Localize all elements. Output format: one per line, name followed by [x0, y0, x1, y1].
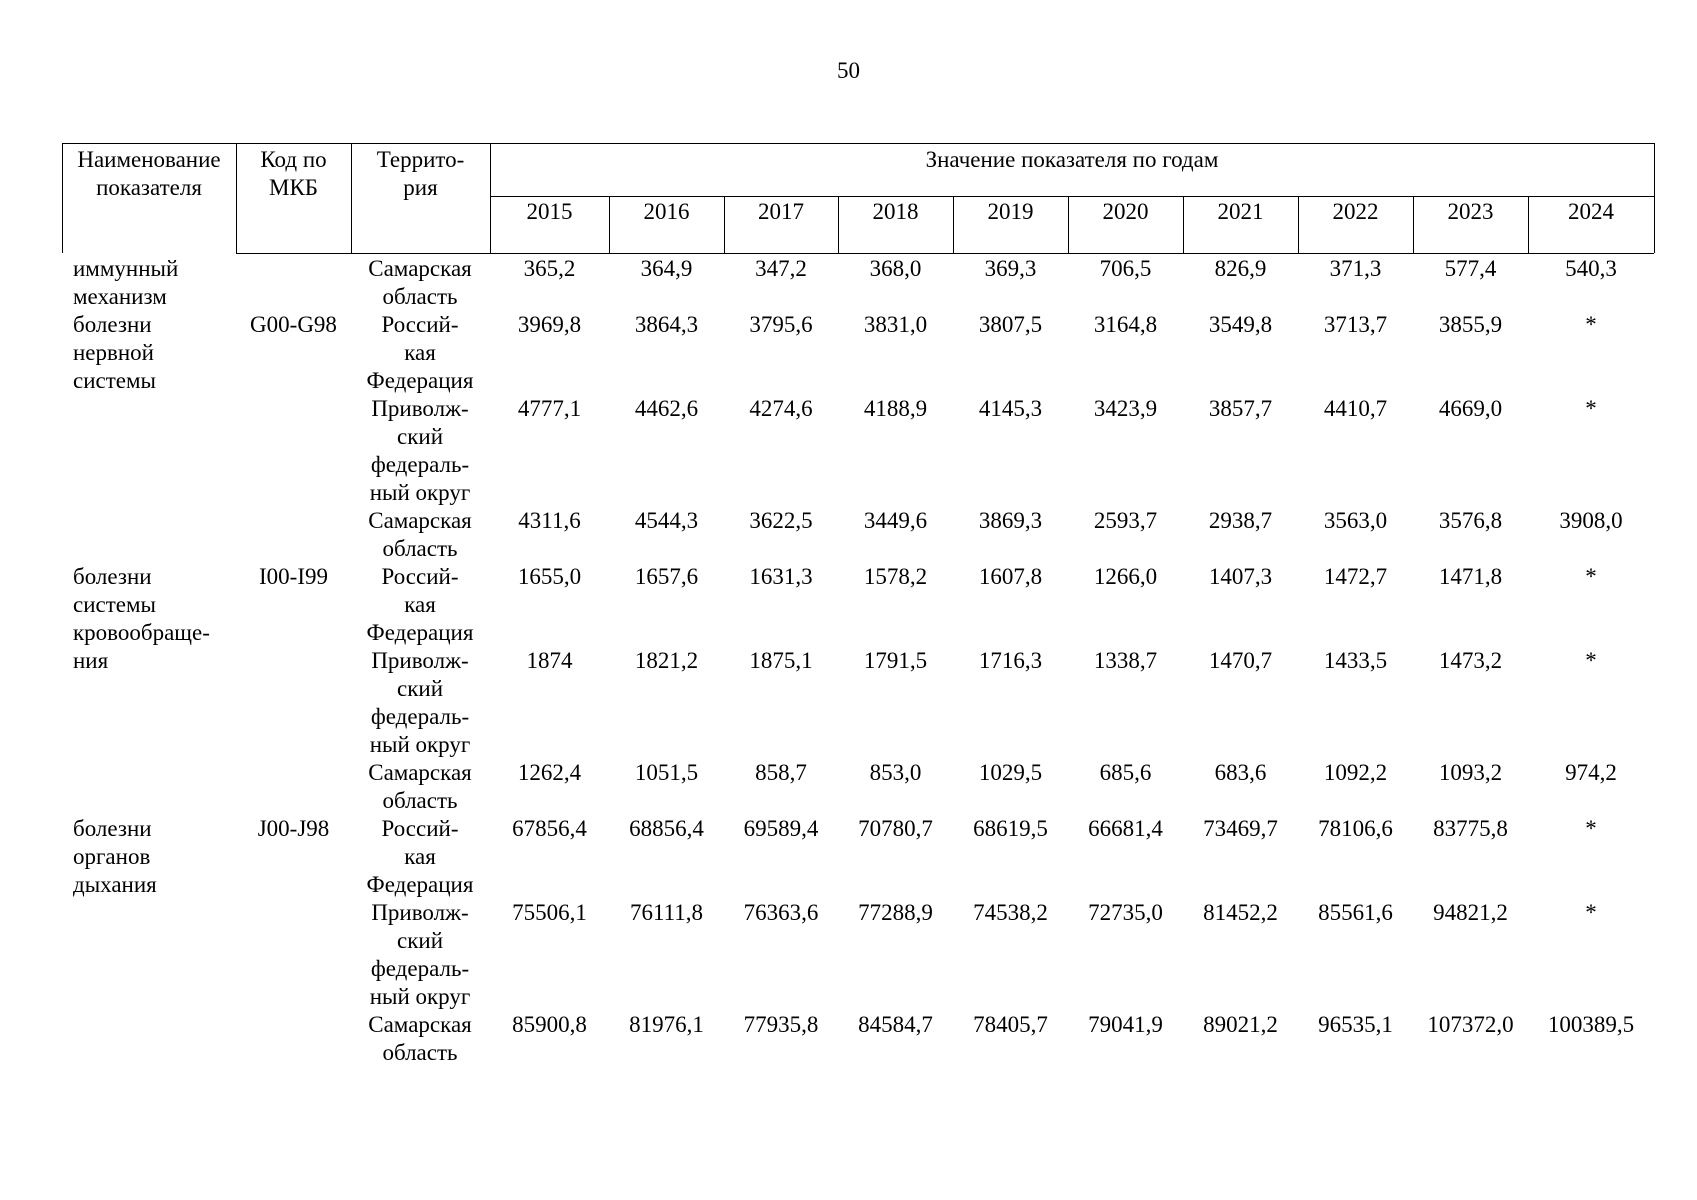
- value-2020: 79041,9: [1088, 1012, 1163, 1037]
- indicator-name-line: иммунный: [73, 256, 179, 281]
- value-2020: 3164,8: [1093, 312, 1158, 337]
- header-year-2023: 2023: [1447, 199, 1494, 224]
- territory-line: ский: [397, 424, 443, 449]
- value-2015: 365,2: [523, 256, 576, 281]
- header-values-label: Значение показателя по годам: [925, 147, 1219, 172]
- value-2024: 540,3: [1565, 256, 1617, 281]
- value-2019: 1716,3: [978, 648, 1043, 673]
- value-2015: 67856,4: [512, 816, 587, 841]
- value-2020: 66681,4: [1088, 816, 1163, 841]
- indicator-name-line: нервной: [73, 340, 154, 365]
- territory: [358, 507, 482, 563]
- value-2017: 77935,8: [743, 1012, 819, 1037]
- value-2018: 77288,9: [858, 900, 933, 925]
- value-2021: 3549,8: [1208, 312, 1273, 337]
- territory-line: Федерация: [366, 368, 474, 393]
- territory-line: область: [382, 1040, 458, 1065]
- value-2015: 1655,0: [517, 564, 582, 589]
- value-2019: 74538,2: [973, 900, 1048, 925]
- territory-line: ный округ: [369, 480, 471, 505]
- territory-line: кая: [404, 844, 436, 869]
- value-2018: 1578,2: [863, 564, 928, 589]
- icd-code: I00-I99: [259, 564, 328, 589]
- territory-line: федераль-: [370, 956, 470, 981]
- territory-line: Приволж-: [371, 900, 469, 925]
- value-2017: 3795,6: [749, 312, 813, 337]
- value-2024: *: [1585, 648, 1597, 673]
- value-2020: 2593,7: [1093, 508, 1158, 533]
- value-2017: 4274,6: [749, 396, 813, 421]
- territory: [358, 311, 482, 395]
- value-2022: 4410,7: [1323, 396, 1388, 421]
- territory-line: Самарская: [368, 1012, 472, 1037]
- value-2023: 3576,8: [1438, 508, 1503, 533]
- value-2019: 3869,3: [978, 508, 1043, 533]
- value-2024: *: [1585, 396, 1597, 421]
- value-2015: 75506,1: [512, 900, 587, 925]
- value-2019: 1607,8: [978, 564, 1043, 589]
- value-2015: 4311,6: [518, 508, 581, 533]
- territory-line: Федерация: [366, 872, 474, 897]
- indicator-name-line: болезни: [73, 564, 152, 589]
- value-2016: 3864,3: [634, 312, 699, 337]
- value-2016: 1821,2: [634, 648, 699, 673]
- value-2022: 96535,1: [1318, 1012, 1393, 1037]
- value-2016: 4462,6: [634, 396, 699, 421]
- territory-line: область: [382, 536, 458, 561]
- territory: [358, 395, 482, 507]
- value-2015: 1262,4: [517, 760, 582, 785]
- territory-line: кая: [404, 592, 436, 617]
- territory: [358, 563, 482, 647]
- value-2016: 76111,8: [629, 900, 704, 925]
- value-2021: 683,6: [1214, 760, 1267, 785]
- header-right-border: [1654, 143, 1655, 253]
- territory-line: Россий-: [381, 816, 459, 841]
- value-2015: 1874: [526, 648, 573, 673]
- value-2022: 1472,7: [1323, 564, 1388, 589]
- territory-line: Федерация: [366, 620, 474, 645]
- value-2023: 1473,2: [1438, 648, 1503, 673]
- header-year-2015: 2015: [526, 199, 573, 224]
- value-2021: 73469,7: [1203, 816, 1278, 841]
- header-top-border: [62, 143, 1654, 144]
- value-2023: 83775,8: [1433, 816, 1508, 841]
- header-year-2024: 2024: [1568, 199, 1614, 224]
- value-2024: *: [1585, 900, 1597, 925]
- value-2022: 78106,6: [1318, 816, 1393, 841]
- header-year-2022: 2022: [1332, 199, 1379, 224]
- page-number: 50: [837, 58, 860, 83]
- value-2017: 1875,1: [749, 648, 813, 673]
- value-2024: *: [1585, 564, 1597, 589]
- value-2021: 89021,2: [1203, 1012, 1278, 1037]
- value-2023: 94821,2: [1433, 900, 1508, 925]
- indicator-name-line: механизм: [73, 284, 167, 309]
- value-2016: 364,9: [640, 256, 693, 281]
- territory: [358, 815, 482, 899]
- value-2024: 3908,0: [1559, 508, 1623, 533]
- value-2016: 1657,6: [634, 564, 699, 589]
- header-code-label: Код по: [260, 147, 327, 172]
- territory-line: область: [382, 788, 458, 813]
- territory-line: Россий-: [381, 312, 459, 337]
- value-2016: 4544,3: [634, 508, 699, 533]
- indicator-name: [73, 815, 233, 899]
- value-2017: 3622,5: [749, 508, 813, 533]
- header-year-2020: 2020: [1102, 199, 1149, 224]
- value-2019: 68619,5: [973, 816, 1048, 841]
- value-2020: 1266,0: [1093, 564, 1158, 589]
- value-2017: 858,7: [755, 760, 807, 785]
- value-2018: 4188,9: [863, 396, 928, 421]
- value-2022: 85561,6: [1318, 900, 1393, 925]
- territory-line: федераль-: [370, 704, 470, 729]
- territory-line: федераль-: [370, 452, 470, 477]
- value-2016: 1051,5: [634, 760, 699, 785]
- value-2023: 1471,8: [1438, 564, 1503, 589]
- value-2023: 577,4: [1444, 256, 1497, 281]
- value-2019: 78405,7: [973, 1012, 1048, 1037]
- value-2023: 4669,0: [1438, 396, 1503, 421]
- indicator-name: [73, 255, 233, 311]
- value-2019: 369,3: [984, 256, 1037, 281]
- indicator-name-line: системы: [73, 368, 156, 393]
- value-2023: 1093,2: [1438, 760, 1503, 785]
- value-2016: 81976,1: [629, 1012, 704, 1037]
- header-bottom-border: [236, 253, 1654, 254]
- header-mid-border: [490, 196, 1654, 197]
- value-2017: 347,2: [755, 256, 807, 281]
- value-2017: 76363,6: [743, 900, 819, 925]
- value-2020: 1338,7: [1093, 648, 1158, 673]
- value-2022: 3563,0: [1323, 508, 1388, 533]
- value-2015: 85900,8: [512, 1012, 587, 1037]
- territory-line: Россий-: [381, 564, 459, 589]
- value-2019: 1029,5: [978, 760, 1043, 785]
- territory-line: ский: [397, 676, 443, 701]
- value-2023: 3855,9: [1438, 312, 1503, 337]
- header-territory-label: Террито-: [376, 147, 465, 172]
- header-year-2018: 2018: [872, 199, 919, 224]
- icd-code: G00-G98: [250, 312, 337, 337]
- value-2021: 3857,7: [1208, 396, 1273, 421]
- value-2020: 72735,0: [1088, 900, 1163, 925]
- territory: [358, 647, 482, 759]
- header-year-2019: 2019: [987, 199, 1034, 224]
- value-2017: 1631,3: [749, 564, 813, 589]
- value-2024: *: [1585, 312, 1597, 337]
- value-2021: 826,9: [1214, 256, 1267, 281]
- value-2020: 3423,9: [1093, 396, 1158, 421]
- value-2022: 371,3: [1329, 256, 1382, 281]
- indicator-name-line: дыхания: [73, 872, 157, 897]
- value-2018: 84584,7: [858, 1012, 933, 1037]
- indicator-name-line: болезни: [73, 312, 152, 337]
- territory: [358, 1011, 482, 1067]
- value-2018: 853,0: [869, 760, 922, 785]
- territory: [358, 759, 482, 815]
- value-2019: 4145,3: [978, 396, 1043, 421]
- territory-line: Самарская: [368, 508, 472, 533]
- value-2018: 3831,0: [863, 312, 928, 337]
- value-2022: 1433,5: [1323, 648, 1388, 673]
- value-2018: 1791,5: [863, 648, 928, 673]
- value-2022: 1092,2: [1323, 760, 1388, 785]
- value-2024: 974,2: [1565, 760, 1617, 785]
- territory-line: ный округ: [369, 984, 471, 1009]
- territory: [358, 255, 482, 311]
- indicator-name-line: болезни: [73, 816, 152, 841]
- value-2019: 3807,5: [978, 312, 1043, 337]
- value-2020: 706,5: [1099, 256, 1152, 281]
- territory-line: Приволж-: [371, 396, 469, 421]
- territory-line: кая: [404, 340, 436, 365]
- territory-line: Приволж-: [371, 648, 469, 673]
- value-2021: 81452,2: [1203, 900, 1278, 925]
- territory-line: Самарская: [368, 760, 472, 785]
- value-2018: 70780,7: [858, 816, 933, 841]
- territory: [358, 899, 482, 1011]
- value-2021: 1407,3: [1208, 564, 1273, 589]
- value-2020: 685,6: [1099, 760, 1152, 785]
- territory-line: ский: [397, 928, 443, 953]
- header-name-label: Наименование: [77, 147, 221, 172]
- header-territory-label: рия: [403, 175, 438, 200]
- value-2015: 4777,1: [517, 396, 582, 421]
- header-year-2017: 2017: [758, 199, 804, 224]
- value-2018: 3449,6: [863, 508, 928, 533]
- territory-line: Самарская: [368, 256, 472, 281]
- value-2015: 3969,8: [517, 312, 582, 337]
- header-year-2016: 2016: [643, 199, 690, 224]
- header-name-label: показателя: [96, 175, 202, 200]
- icd-code: J00-J98: [257, 816, 330, 841]
- indicator-name-line: ния: [73, 648, 109, 673]
- value-2023: 107372,0: [1427, 1012, 1514, 1037]
- value-2021: 1470,7: [1208, 648, 1273, 673]
- value-2022: 3713,7: [1323, 312, 1388, 337]
- value-2016: 68856,4: [629, 816, 704, 841]
- indicator-name-line: системы: [73, 592, 156, 617]
- territory-line: область: [382, 284, 458, 309]
- indicator-name-line: органов: [73, 844, 151, 869]
- value-2024: *: [1585, 816, 1597, 841]
- indicator-name: [73, 563, 233, 675]
- value-2024: 100389,5: [1547, 1012, 1635, 1037]
- header-year-2021: 2021: [1217, 199, 1264, 224]
- territory-line: ный округ: [369, 732, 471, 757]
- indicator-name-line: кровообраще-: [73, 620, 210, 645]
- header-code-label: МКБ: [269, 175, 318, 200]
- indicator-name: [73, 311, 233, 395]
- value-2018: 368,0: [869, 256, 922, 281]
- value-2017: 69589,4: [743, 816, 819, 841]
- value-2021: 2938,7: [1208, 508, 1273, 533]
